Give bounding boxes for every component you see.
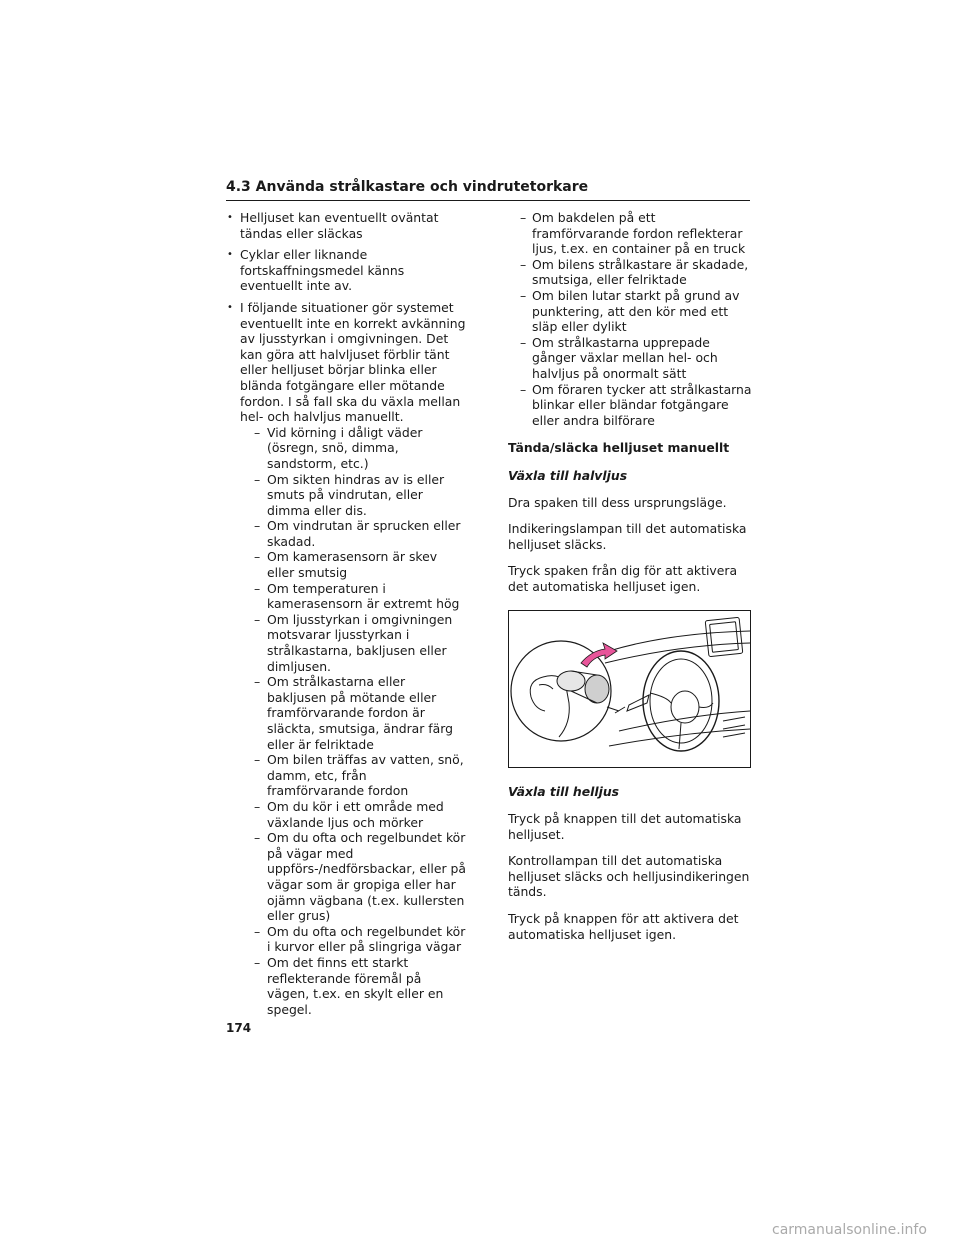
bullet-item: • Helljuset kan eventuellt oväntat tändas eller släckas xyxy=(226,210,466,241)
section-title: 4.3 Använda strålkastare och vindrutetorkare xyxy=(226,179,589,195)
situation-item: – Om strålkastarna eller bakljusen på mötande eller framförvarande fordon är släckta, smutsiga, ändrar färg eller är felriktade xyxy=(240,674,466,752)
steering-lever-drawing xyxy=(509,611,750,767)
paragraph: Tryck spaken från dig för att aktivera det automatiska helljuset igen. xyxy=(508,563,738,594)
situation-item: – Om strålkastarna upprepade gånger växlar mellan hel- och halvljus på onormalt sätt xyxy=(504,335,752,382)
situation-item: – Om bilens strålkastare är skadade, smutsiga, eller felriktade xyxy=(504,257,752,288)
situation-item: – Om sikten hindras av is eller smuts på vindrutan, eller dimma eller dis. xyxy=(240,472,466,519)
lever-illustration xyxy=(508,610,751,768)
bullet-item: • Cyklar eller liknande fortskaffningsmedel känns eventuellt inte av. xyxy=(226,247,466,294)
high-beam-subheading: Växla till helljus xyxy=(508,784,620,800)
situation-item: – Om föraren tycker att strålkastarna blinkar eller bländar fotgängare eller andra bilförare xyxy=(504,382,752,429)
situation-list-continued xyxy=(504,210,752,428)
situation-item: – Om det finns ett starkt reflekterande föremål på vägen, t.ex. en skylt eller en spegel. xyxy=(240,955,466,1017)
paragraph: Tryck på knappen för att aktivera det automatiska helljuset igen. xyxy=(508,911,739,942)
situation-item: – Om du ofta och regelbundet kör i kurvor eller på slingriga vägar xyxy=(240,924,466,955)
situation-item: – Om du ofta och regelbundet kör på vägar med uppförs-/nedförsbackar, eller på vägar som är gropiga eller har ojämn vägbana (t.ex. kullersten eller grus) xyxy=(240,830,466,924)
paragraph: Indikeringslampan till det automatiska helljuset släcks. xyxy=(508,521,747,552)
situation-item: – Om du kör i ett område med växlande ljus och mörker xyxy=(240,799,466,830)
paragraph: Tryck på knappen till det automatiska helljuset. xyxy=(508,811,742,842)
section-header xyxy=(226,178,750,201)
situation-item: – Om temperaturen i kamerasensorn är extremt hög xyxy=(240,581,466,612)
situation-item: – Om bilen lutar starkt på grund av punktering, att den kör med ett släp eller dylikt xyxy=(504,288,752,335)
paragraph: Kontrollampan till det automatiska helljuset släcks och helljusindikeringen tänds. xyxy=(508,853,750,900)
manual-highbeam-heading: Tända/släcka helljuset manuellt xyxy=(508,440,730,456)
situation-item: – Om vindrutan är sprucken eller skadad. xyxy=(240,518,466,549)
right-column xyxy=(508,210,752,953)
bullet-item xyxy=(226,300,466,1017)
bullet-item-text: • I följande situationer gör systemet eventuellt inte en korrekt avkänning av ljusstyrkan i omgivningen. Det kan göra att halvljuset förblir tänt eller helljuset börjar blinka eller blända fotgängare eller mötande fordon. I så fall ska du växla mellan hel- och halvljus manuellt. xyxy=(240,299,466,425)
paragraph: Dra spaken till dess ursprungsläge. xyxy=(508,494,727,510)
situation-list xyxy=(240,425,466,1018)
situation-item: – Om kamerasensorn är skev eller smutsig xyxy=(240,549,466,580)
situation-item: – Om ljusstyrkan i omgivningen motsvarar ljusstyrkan i strålkastarna, bakljusen eller dimljusen. xyxy=(240,612,466,674)
page-number: 174 xyxy=(226,1021,252,1035)
left-column xyxy=(226,210,466,1023)
situation-item: – Om bakdelen på ett framförvarande fordon reflekterar ljus, t.ex. en container på en truck xyxy=(504,210,752,257)
watermark: carmanualsonline.info xyxy=(772,1222,927,1238)
low-beam-subheading: Växla till halvljus xyxy=(508,467,628,483)
situation-item: – Vid körning i dåligt väder (ösregn, snö, dimma, sandstorm, etc.) xyxy=(240,425,466,472)
situation-item: – Om bilen träffas av vatten, snö, damm, etc, från framförvarande fordon xyxy=(240,752,466,799)
